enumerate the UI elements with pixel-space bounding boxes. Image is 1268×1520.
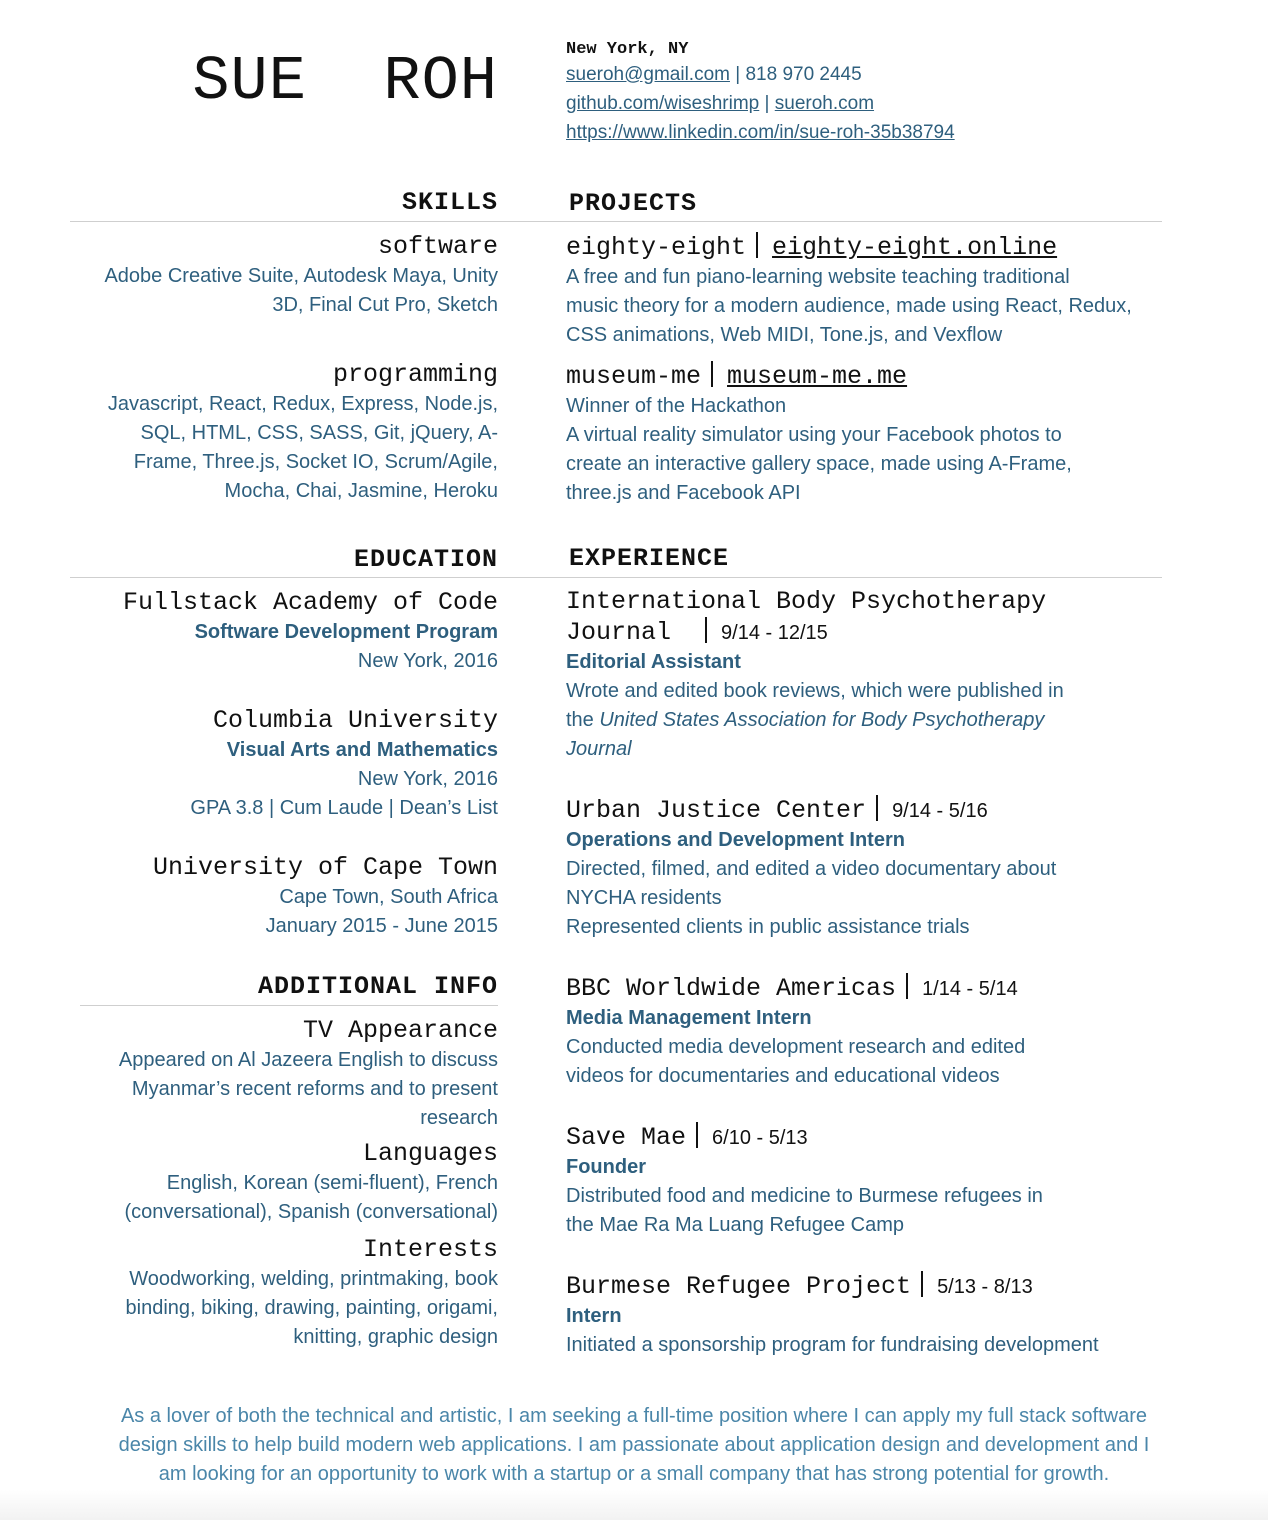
job-line: [566, 706, 1186, 735]
divider: [80, 1005, 498, 1006]
school-name: University of Cape Town: [152, 853, 498, 882]
last-name: ROH: [383, 46, 498, 117]
objective-statement: [60, 1402, 1208, 1489]
job-dates: 6/10 - 5/13: [712, 1127, 808, 1149]
journal-title: Journal: [566, 738, 632, 760]
separator: [876, 795, 878, 821]
job-line: Distributed food and medicine to Burmese refugees in: [566, 1185, 1043, 1207]
languages-line: (conversational), Spanish (conversational): [124, 1201, 498, 1223]
job-line: videos for documentaries and educational videos: [566, 1065, 1000, 1087]
objective-line: As a lover of both the technical and artistic, I am seeking a full-time position where I can apply my full stack software: [120, 1405, 1148, 1427]
separator: [921, 1271, 923, 1297]
objective-line: design skills to help build modern web applications. I am passionate about application design and development and I: [118, 1434, 1150, 1456]
job-line: Represented clients in public assistance trials: [566, 916, 970, 938]
separator: [711, 361, 713, 387]
project-line: music theory for a modern audience, made using React, Redux,: [566, 295, 1132, 317]
school-place: Cape Town, South Africa: [279, 886, 498, 908]
separator: |: [764, 93, 770, 114]
contact-block: [566, 40, 955, 147]
project-description: [566, 392, 1186, 508]
programming-line: Frame, Three.js, Socket IO, Scrum/Agile,: [133, 451, 498, 473]
project-description: [566, 263, 1186, 350]
education-section: [70, 588, 498, 941]
skills-heading: SKILLS: [401, 188, 498, 217]
separator: |: [735, 64, 741, 85]
project-line: Winner of the Hackathon: [566, 395, 787, 417]
school-name: Fullstack Academy of Code: [122, 588, 498, 617]
project-title: [566, 361, 1186, 392]
school-place: New York, 2016: [357, 768, 498, 790]
phone: 818 970 2445: [745, 64, 862, 85]
software-text: [70, 262, 498, 320]
github-link[interactable]: github.com/wiseshrimp: [566, 93, 760, 114]
separator: [756, 232, 758, 258]
tv-line: Myanmar’s recent reforms and to present: [131, 1078, 498, 1100]
project-line: A virtual reality simulator using your Facebook photos to: [566, 424, 1062, 446]
interests-text: [70, 1265, 498, 1352]
email-link[interactable]: sueroh@gmail.com: [566, 64, 730, 85]
additional-info-heading: ADDITIONAL INFO: [257, 972, 498, 1001]
interests-line: Woodworking, welding, printmaking, book: [129, 1268, 498, 1290]
job-description: [566, 1331, 1186, 1360]
job-line: Conducted media development research and edited: [566, 1036, 1026, 1058]
web-links-line: [566, 89, 955, 118]
page-bottom-shade: [0, 1490, 1268, 1520]
school-honors: GPA 3.8 | Cum Laude | Dean’s List: [190, 797, 498, 819]
software-label: software: [377, 232, 498, 261]
job-description: [566, 677, 1186, 764]
linkedin-line: [566, 118, 955, 147]
experience-section: [566, 587, 1186, 1360]
project-line: three.js and Facebook API: [566, 482, 801, 504]
program-name: Visual Arts and Mathematics: [226, 739, 498, 761]
job-line: NYCHA residents: [566, 887, 722, 909]
divider: [70, 221, 1162, 222]
job-role: Media Management Intern: [566, 1007, 812, 1029]
separator: [705, 617, 707, 643]
journal-title: United States Association for Body Psychotherapy: [599, 709, 1045, 731]
programming-text: [70, 390, 498, 506]
project-title: [566, 232, 1186, 263]
project-name: museum-me: [566, 362, 702, 391]
project-line: CSS animations, Web MIDI, Tone.js, and Vexflow: [566, 324, 1003, 346]
job-line: Initiated a sponsorship program for fundraising development: [566, 1334, 1099, 1356]
program-name: Software Development Program: [194, 621, 498, 643]
job-dates: 5/13 - 8/13: [937, 1276, 1033, 1298]
job-description: [566, 1182, 1186, 1240]
divider: [70, 577, 1162, 578]
employer-name: Save Mae: [566, 1123, 687, 1152]
linkedin-link[interactable]: https://www.linkedin.com/in/sue-roh-35b38794: [566, 122, 955, 143]
projects-section: [566, 232, 1186, 508]
education-heading: EDUCATION: [353, 545, 498, 574]
job-role: Operations and Development Intern: [566, 829, 905, 851]
email-phone-line: [566, 60, 955, 89]
job-role: Editorial Assistant: [566, 651, 741, 673]
location: New York, NY: [566, 40, 689, 59]
programming-line: Javascript, React, Redux, Express, Node.js,: [107, 393, 498, 415]
projects-heading: PROJECTS: [569, 189, 698, 218]
job-dates: 9/14 - 5/16: [892, 800, 988, 822]
software-line: Adobe Creative Suite, Autodesk Maya, Unity: [104, 265, 498, 287]
job-dates: 1/14 - 5/14: [922, 978, 1018, 1000]
languages-text: [70, 1169, 498, 1227]
project-name: eighty-eight: [566, 233, 747, 262]
job-role: Founder: [566, 1156, 646, 1178]
employer-name: BBC Worldwide Americas: [566, 974, 897, 1003]
skills-section: [70, 232, 498, 506]
languages-line: English, Korean (semi-fluent), French: [166, 1172, 498, 1194]
job-line: the Mae Ra Ma Luang Refugee Camp: [566, 1214, 904, 1236]
first-name: SUE: [192, 46, 307, 117]
experience-heading: EXPERIENCE: [569, 544, 730, 573]
project-line: A free and fun piano-learning website teaching traditional: [566, 266, 1070, 288]
job-line: Directed, filmed, and edited a video documentary about: [566, 858, 1057, 880]
programming-line: SQL, HTML, CSS, SASS, Git, jQuery, A-: [140, 422, 498, 444]
interests-line: binding, biking, drawing, painting, origami,: [125, 1297, 498, 1319]
employer-line: [566, 1122, 1186, 1153]
tv-line: Appeared on Al Jazeera English to discuss: [118, 1049, 498, 1071]
project-link[interactable]: museum-me.me: [727, 362, 908, 391]
job-role: Intern: [566, 1305, 622, 1327]
employer-name: Burmese Refugee Project: [566, 1272, 912, 1301]
job-description: [566, 855, 1186, 942]
employer-name: International Body Psychotherapy: [566, 587, 1047, 616]
candidate-name: [140, 42, 498, 122]
school-place: New York, 2016: [357, 650, 498, 672]
project-line: create an interactive gallery space, made using A-Frame,: [566, 453, 1072, 475]
interests-line: knitting, graphic design: [293, 1326, 498, 1348]
employer-line: [566, 973, 1186, 1004]
programming-label: programming: [332, 360, 498, 389]
employer-line: [566, 795, 1186, 826]
languages-label: Languages: [362, 1139, 498, 1168]
tv-text: [70, 1046, 498, 1133]
software-line: 3D, Final Cut Pro, Sketch: [272, 294, 498, 316]
employer-name: Urban Justice Center: [566, 796, 867, 825]
job-text: the: [566, 709, 600, 731]
employer-line: [566, 617, 1186, 648]
programming-line: Mocha, Chai, Jasmine, Heroku: [224, 480, 498, 502]
job-line: Wrote and edited book reviews, which were published in: [566, 680, 1064, 702]
job-description: [566, 1033, 1186, 1091]
school-name: Columbia University: [212, 706, 498, 735]
additional-info-section: [70, 1016, 498, 1352]
website-link[interactable]: sueroh.com: [774, 93, 875, 114]
objective-line: am looking for an opportunity to work with a startup or a small company that has strong potential for growth.: [158, 1463, 1110, 1485]
separator: [906, 973, 908, 999]
project-link[interactable]: eighty-eight.online: [772, 233, 1058, 262]
employer-name: Journal: [566, 618, 672, 647]
employer-line: [566, 1271, 1186, 1302]
job-dates: 9/14 - 12/15: [721, 622, 828, 644]
tv-line: research: [420, 1107, 498, 1129]
separator: [696, 1122, 698, 1148]
school-dates: January 2015 - June 2015: [265, 915, 498, 937]
tv-label: TV Appearance: [302, 1016, 498, 1045]
interests-label: Interests: [362, 1235, 498, 1264]
